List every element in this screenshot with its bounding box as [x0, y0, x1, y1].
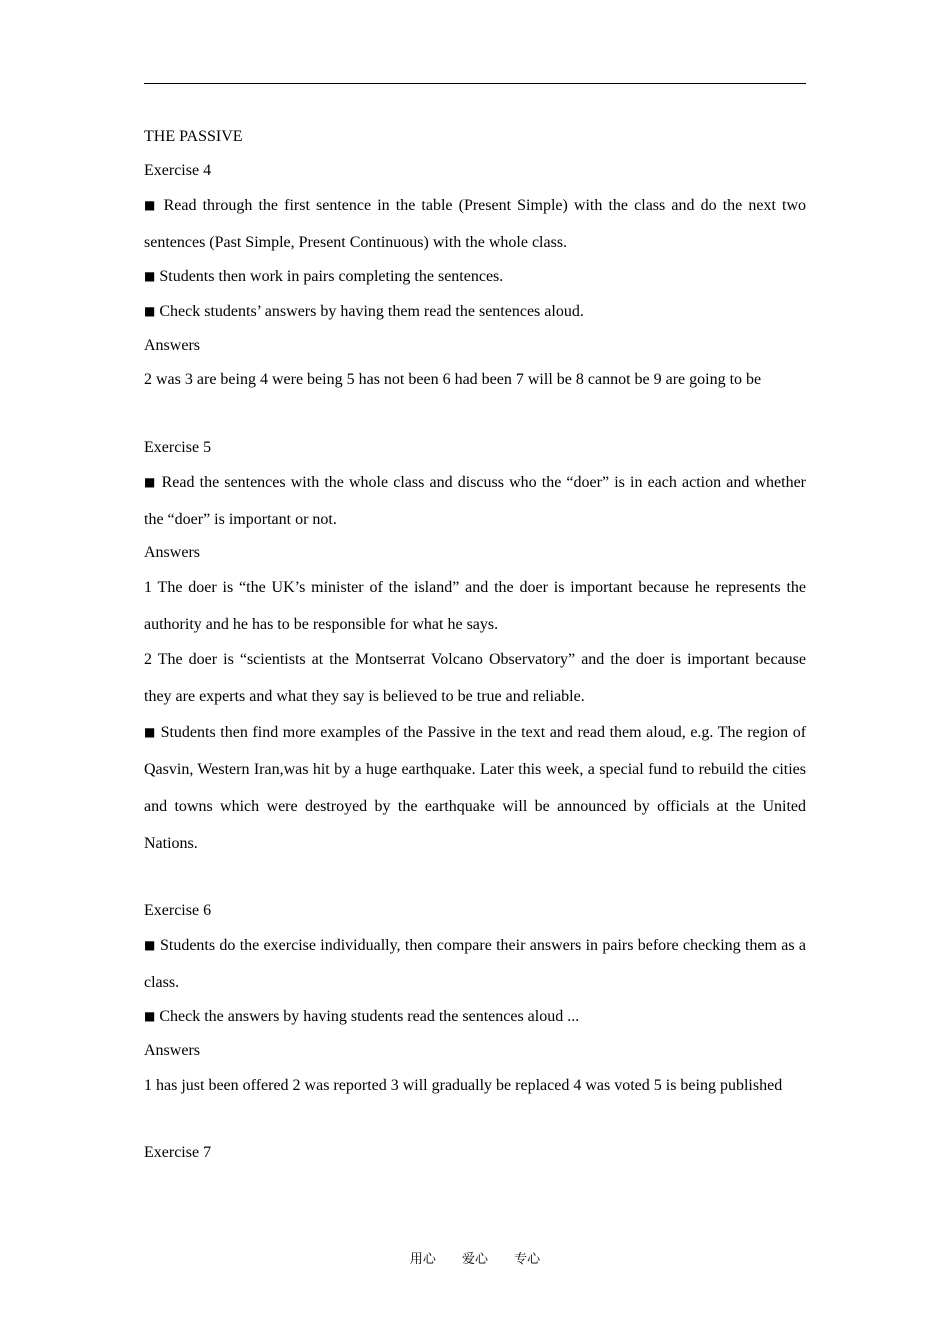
- exercise-6-answers-label: Answers: [144, 1042, 200, 1059]
- header-rule: [144, 83, 806, 84]
- exercise-6-heading: Exercise 6: [144, 902, 212, 919]
- spacer: [144, 860, 806, 894]
- exercise-4-answers: 2 was 3 are being 4 were being 5 has not been 6 had been 7 will be 8 cannot be 9 are going to be: [144, 371, 762, 388]
- bullet-text: Check the answers by having students read the sentences aloud ...: [159, 1008, 580, 1025]
- bullet-icon: ■: [144, 724, 156, 739]
- bullet-icon: ■: [144, 197, 158, 212]
- exercise-7-heading: Exercise 7: [144, 1144, 212, 1161]
- bullet-icon: ■: [144, 937, 156, 952]
- exercise-4-heading: Exercise 4: [144, 162, 212, 179]
- spacer: [144, 1102, 806, 1136]
- document-title: THE PASSIVE: [144, 128, 243, 145]
- exercise-4-bullet-3: [144, 294, 806, 329]
- exercise-5-answers-label: Answers: [144, 544, 200, 561]
- exercise-5-answer-2: 2 The doer is “scientists at the Montserrat Volcano Observatory” and the doer is important because they are experts and what they say is believed to be true and reliable.: [144, 651, 806, 705]
- exercise-6-answers: 1 has just been offered 2 was reported 3 will gradually be replaced 4 was voted 5 is being published: [144, 1076, 783, 1094]
- footer-word: 爱心: [461, 1252, 488, 1267]
- exercise-4-bullet-1: [144, 187, 806, 261]
- exercise-6-bullet-1: [144, 927, 806, 1001]
- footer-word: 用心: [409, 1252, 436, 1267]
- bullet-text: Students do the exercise individually, then compare their answers in pairs before checking them as a class.: [144, 936, 807, 991]
- exercise-5-bullet-2: [144, 714, 806, 862]
- bullet-icon: ■: [144, 304, 156, 318]
- exercise-5-answer-1: 1 The doer is “the UK’s minister of the island” and the doer is important because he represents the authority and he has to be responsible for what he says.: [144, 578, 806, 633]
- exercise-5-heading: Exercise 5: [144, 439, 212, 456]
- exercise-4-bullet-2: [144, 259, 806, 294]
- spacer: [144, 397, 806, 431]
- exercise-5-bullet-1: [144, 464, 806, 538]
- bullet-text: Check students’ answers by having them read the sentences aloud.: [159, 303, 584, 320]
- bullet-text: Students then work in pairs completing the sentences.: [159, 268, 504, 285]
- bullet-text: Students then find more examples of the Passive in the text and read them aloud, e.g. The region of Qasvin, Western Iran,was hit by a huge earthquake. Later this week, a special fund to rebuild the cities and towns which were destroyed by the earthquake will be announced by officials at the United Nations.: [144, 723, 807, 852]
- exercise-4-answers-label: Answers: [144, 337, 200, 354]
- bullet-icon: ■: [144, 269, 156, 283]
- bullet-text: Read through the first sentence in the table (Present Simple) with the class and do the next two sentences (Past Simple, Present Continuous) with the whole class.: [144, 196, 807, 251]
- bullet-icon: ■: [144, 474, 157, 489]
- bullet-text: Read the sentences with the whole class and discuss who the “doer” is in each action and whether the “doer” is important or not.: [144, 473, 807, 528]
- document-body: [144, 120, 806, 1170]
- footer-word: 专心: [514, 1252, 541, 1267]
- exercise-6-bullet-2: [144, 999, 806, 1034]
- bullet-icon: ■: [144, 1009, 156, 1023]
- page-footer: [0, 1248, 950, 1267]
